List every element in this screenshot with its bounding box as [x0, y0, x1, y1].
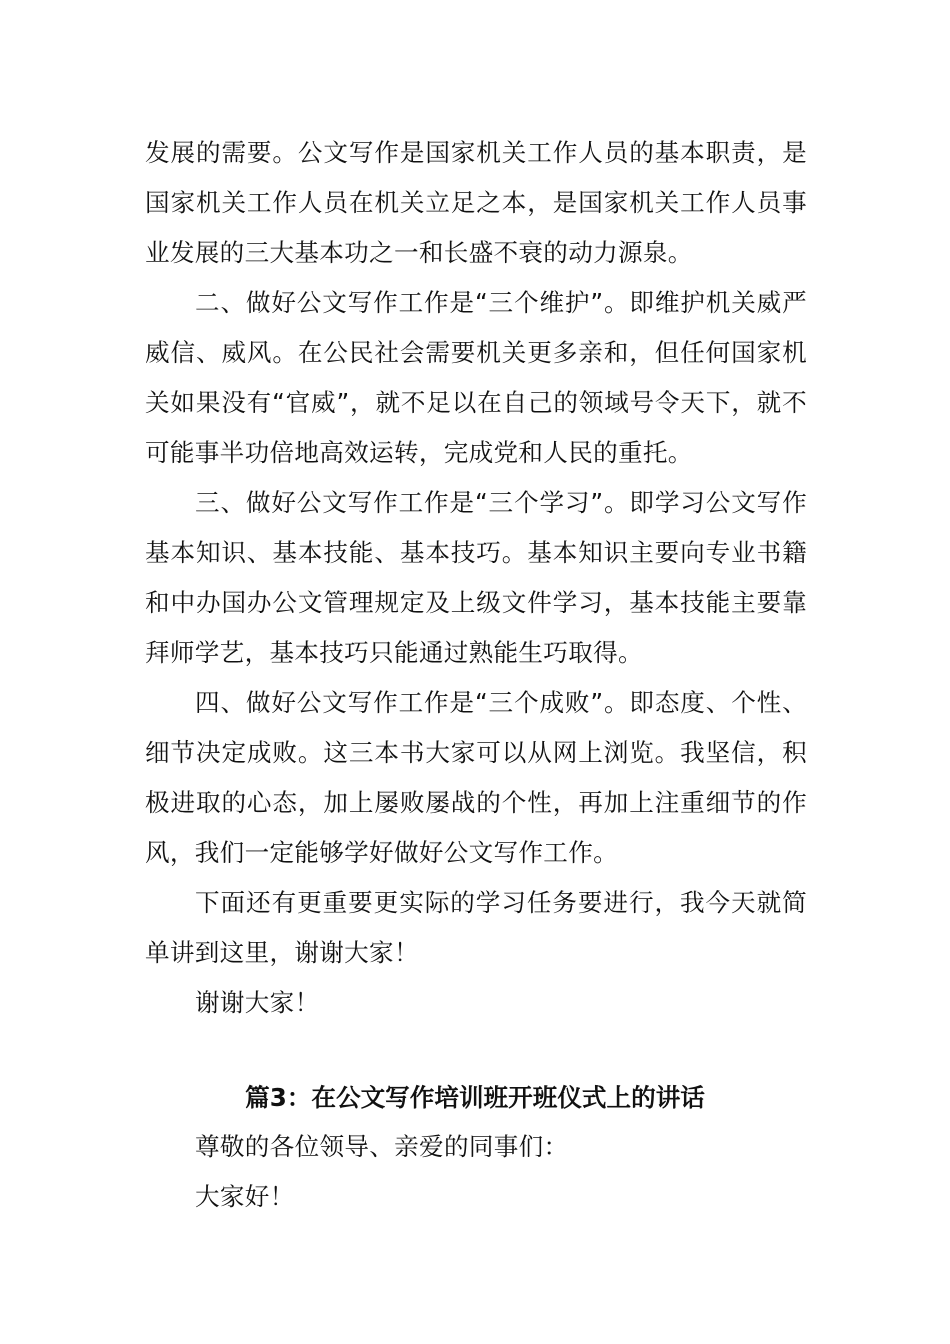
speech-body — [145, 128, 807, 1028]
paragraph-intro-continuation: 发展的需要。公文写作是国家机关工作人员的基本职责，是国家机关工作人员在机关立足之本，是国家机关工作人员事业发展的三大基本功之一和长盛不衰的动力源泉。 — [145, 138, 807, 267]
paragraph-point-four: 四、做好公文写作工作是“三个成败”。即态度、个性、细节决定成败。这三本书大家可以从网上浏览。我坚信，积极进取的心态，加上屡败屡战的个性，再加上注重细节的作风，我们一定能够学好做好公文写作工作。 — [145, 688, 807, 867]
paragraph-closing: 下面还有更重要更实际的学习任务要进行，我今天就简单讲到这里，谢谢大家！ — [145, 888, 807, 967]
section-heading: 篇3：在公文写作培训班开班仪式上的讲话 — [245, 1083, 705, 1112]
paragraph-point-three: 三、做好公文写作工作是“三个学习”。即学习公文写作基本知识、基本技能、基本技巧。基本知识主要向专业书籍和中办国办公文管理规定及上级文件学习，基本技能主要靠拜师学艺，基本技巧只能通过熟能生巧取得。 — [145, 488, 807, 667]
new-speech-opening — [145, 1122, 807, 1222]
paragraph-thanks: 谢谢大家！ — [195, 988, 320, 1017]
salutation-line: 尊敬的各位领导、亲爱的同事们： — [195, 1132, 569, 1161]
paragraph-point-two: 二、做好公文写作工作是“三个维护”。即维护机关威严威信、威风。在公民社会需要机关更多亲和，但任何国家机关如果没有“官威”，就不足以在自己的领域号令天下，就不可能事半功倍地高效运转，完成党和人民的重托。 — [145, 288, 807, 467]
greeting-line: 大家好！ — [195, 1182, 295, 1211]
